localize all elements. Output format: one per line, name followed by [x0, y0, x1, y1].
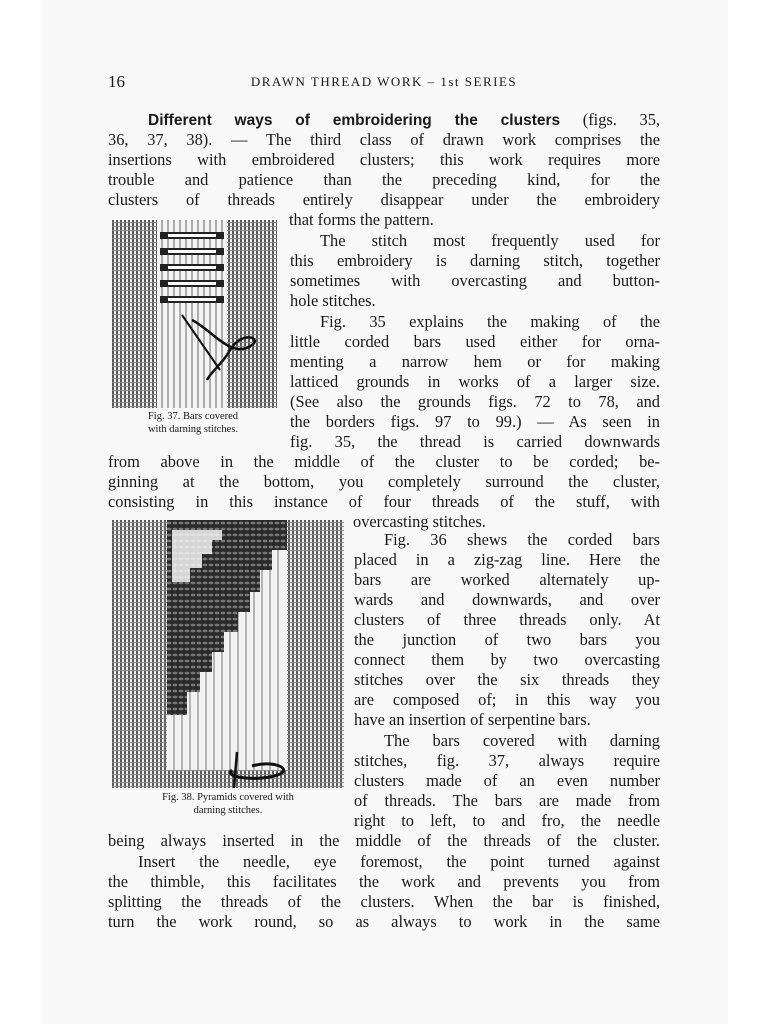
- text-line: the junction of two bars you: [354, 630, 660, 649]
- text-line: from above in the middle of the cluster to be corded; be-: [108, 452, 660, 471]
- text-line: The bars covered with darning: [384, 731, 660, 750]
- text-line: being always inserted in the middle of the threads of the cluster.: [108, 831, 660, 850]
- text-line: have an insertion of serpentine bars.: [354, 710, 591, 729]
- text-line: stitches, fig. 37, always require: [354, 751, 660, 770]
- caption-line: Fig. 38. Pyramids covered with: [162, 792, 294, 803]
- text-line: overcasting stitches.: [353, 512, 486, 531]
- page-header: [108, 72, 660, 92]
- text-line: little corded bars used either for orna-: [290, 332, 660, 351]
- text-line: connect them by two overcasting: [354, 650, 660, 669]
- text-line: ginning at the bottom, you completely surround the cluster,: [108, 472, 660, 491]
- text-line: consisting in this instance of four threads of the stuff, with: [108, 492, 660, 511]
- figure-38-caption: [108, 791, 348, 817]
- text-line: clusters made of an even number: [354, 771, 660, 790]
- text-line: Fig. 36 shews the corded bars: [384, 530, 660, 549]
- text-line: (See also the grounds figs. 72 to 78, and: [290, 392, 660, 411]
- text-line: clusters of three threads only. At: [354, 610, 660, 629]
- heading-tail: (figs. 35,: [582, 110, 660, 129]
- text-line: insertions with embroidered clusters; this work requires more: [108, 150, 660, 169]
- text-line: the thimble, this facilitates the work and prevents you from: [108, 872, 660, 891]
- figure-37-caption: [108, 410, 278, 436]
- text-line: Insert the needle, eye foremost, the point turned against: [138, 852, 660, 871]
- text-line: turn the work round, so as always to work in the same: [108, 912, 660, 931]
- text-line: Fig. 35 explains the making of the: [320, 312, 660, 331]
- text-line: splitting the threads of the clusters. When the bar is finished,: [108, 892, 660, 911]
- caption-line: with darning stitches.: [147, 424, 239, 435]
- text-line: wards and downwards, and over: [354, 590, 660, 609]
- text-line: menting a narrow hem or for making: [290, 352, 660, 371]
- text-line: bars are worked alternately up-: [354, 570, 660, 589]
- text-line: fig. 35, the thread is carried downwards: [290, 432, 660, 451]
- text-line: are composed of; in this way you: [354, 690, 660, 709]
- text-line: The stitch most frequently used for: [320, 231, 660, 250]
- text-line: stitches over the six threads they: [354, 670, 660, 689]
- running-head: DRAWN THREAD WORK – 1st SERIES: [250, 74, 518, 89]
- text-line: clusters of threads entirely disappear under the embroidery: [108, 190, 660, 209]
- text-line: placed in a zig-zag line. Here the: [354, 550, 660, 569]
- figure-38-illustration: [112, 520, 344, 788]
- text-line: of threads. The bars are made from: [354, 791, 660, 810]
- section-heading: Different ways of embroidering the clusters: [148, 112, 561, 129]
- text-line: trouble and patience than the preceding kind, for the: [108, 170, 660, 189]
- text-line: latticed grounds in works of a larger size.: [290, 372, 660, 391]
- text-line: hole stitches.: [290, 291, 376, 310]
- text-line: right to left, to and fro, the needle: [354, 811, 660, 830]
- caption-line: Fig. 37. Bars covered: [147, 411, 239, 422]
- caption-line: darning stitches.: [193, 805, 263, 816]
- text-line: this embroidery is darning stitch, together: [290, 251, 660, 270]
- text-line: sometimes with overcasting and button-: [290, 271, 660, 290]
- text-line: 36, 37, 38). — The third class of drawn work comprises the: [108, 130, 660, 149]
- text-line: that forms the pattern.: [289, 210, 434, 229]
- page-number: 16: [108, 72, 125, 91]
- heading-line: [148, 110, 660, 130]
- figure-37-illustration: [112, 220, 277, 408]
- text-line: the borders figs. 97 to 99.) — As seen in: [290, 412, 660, 431]
